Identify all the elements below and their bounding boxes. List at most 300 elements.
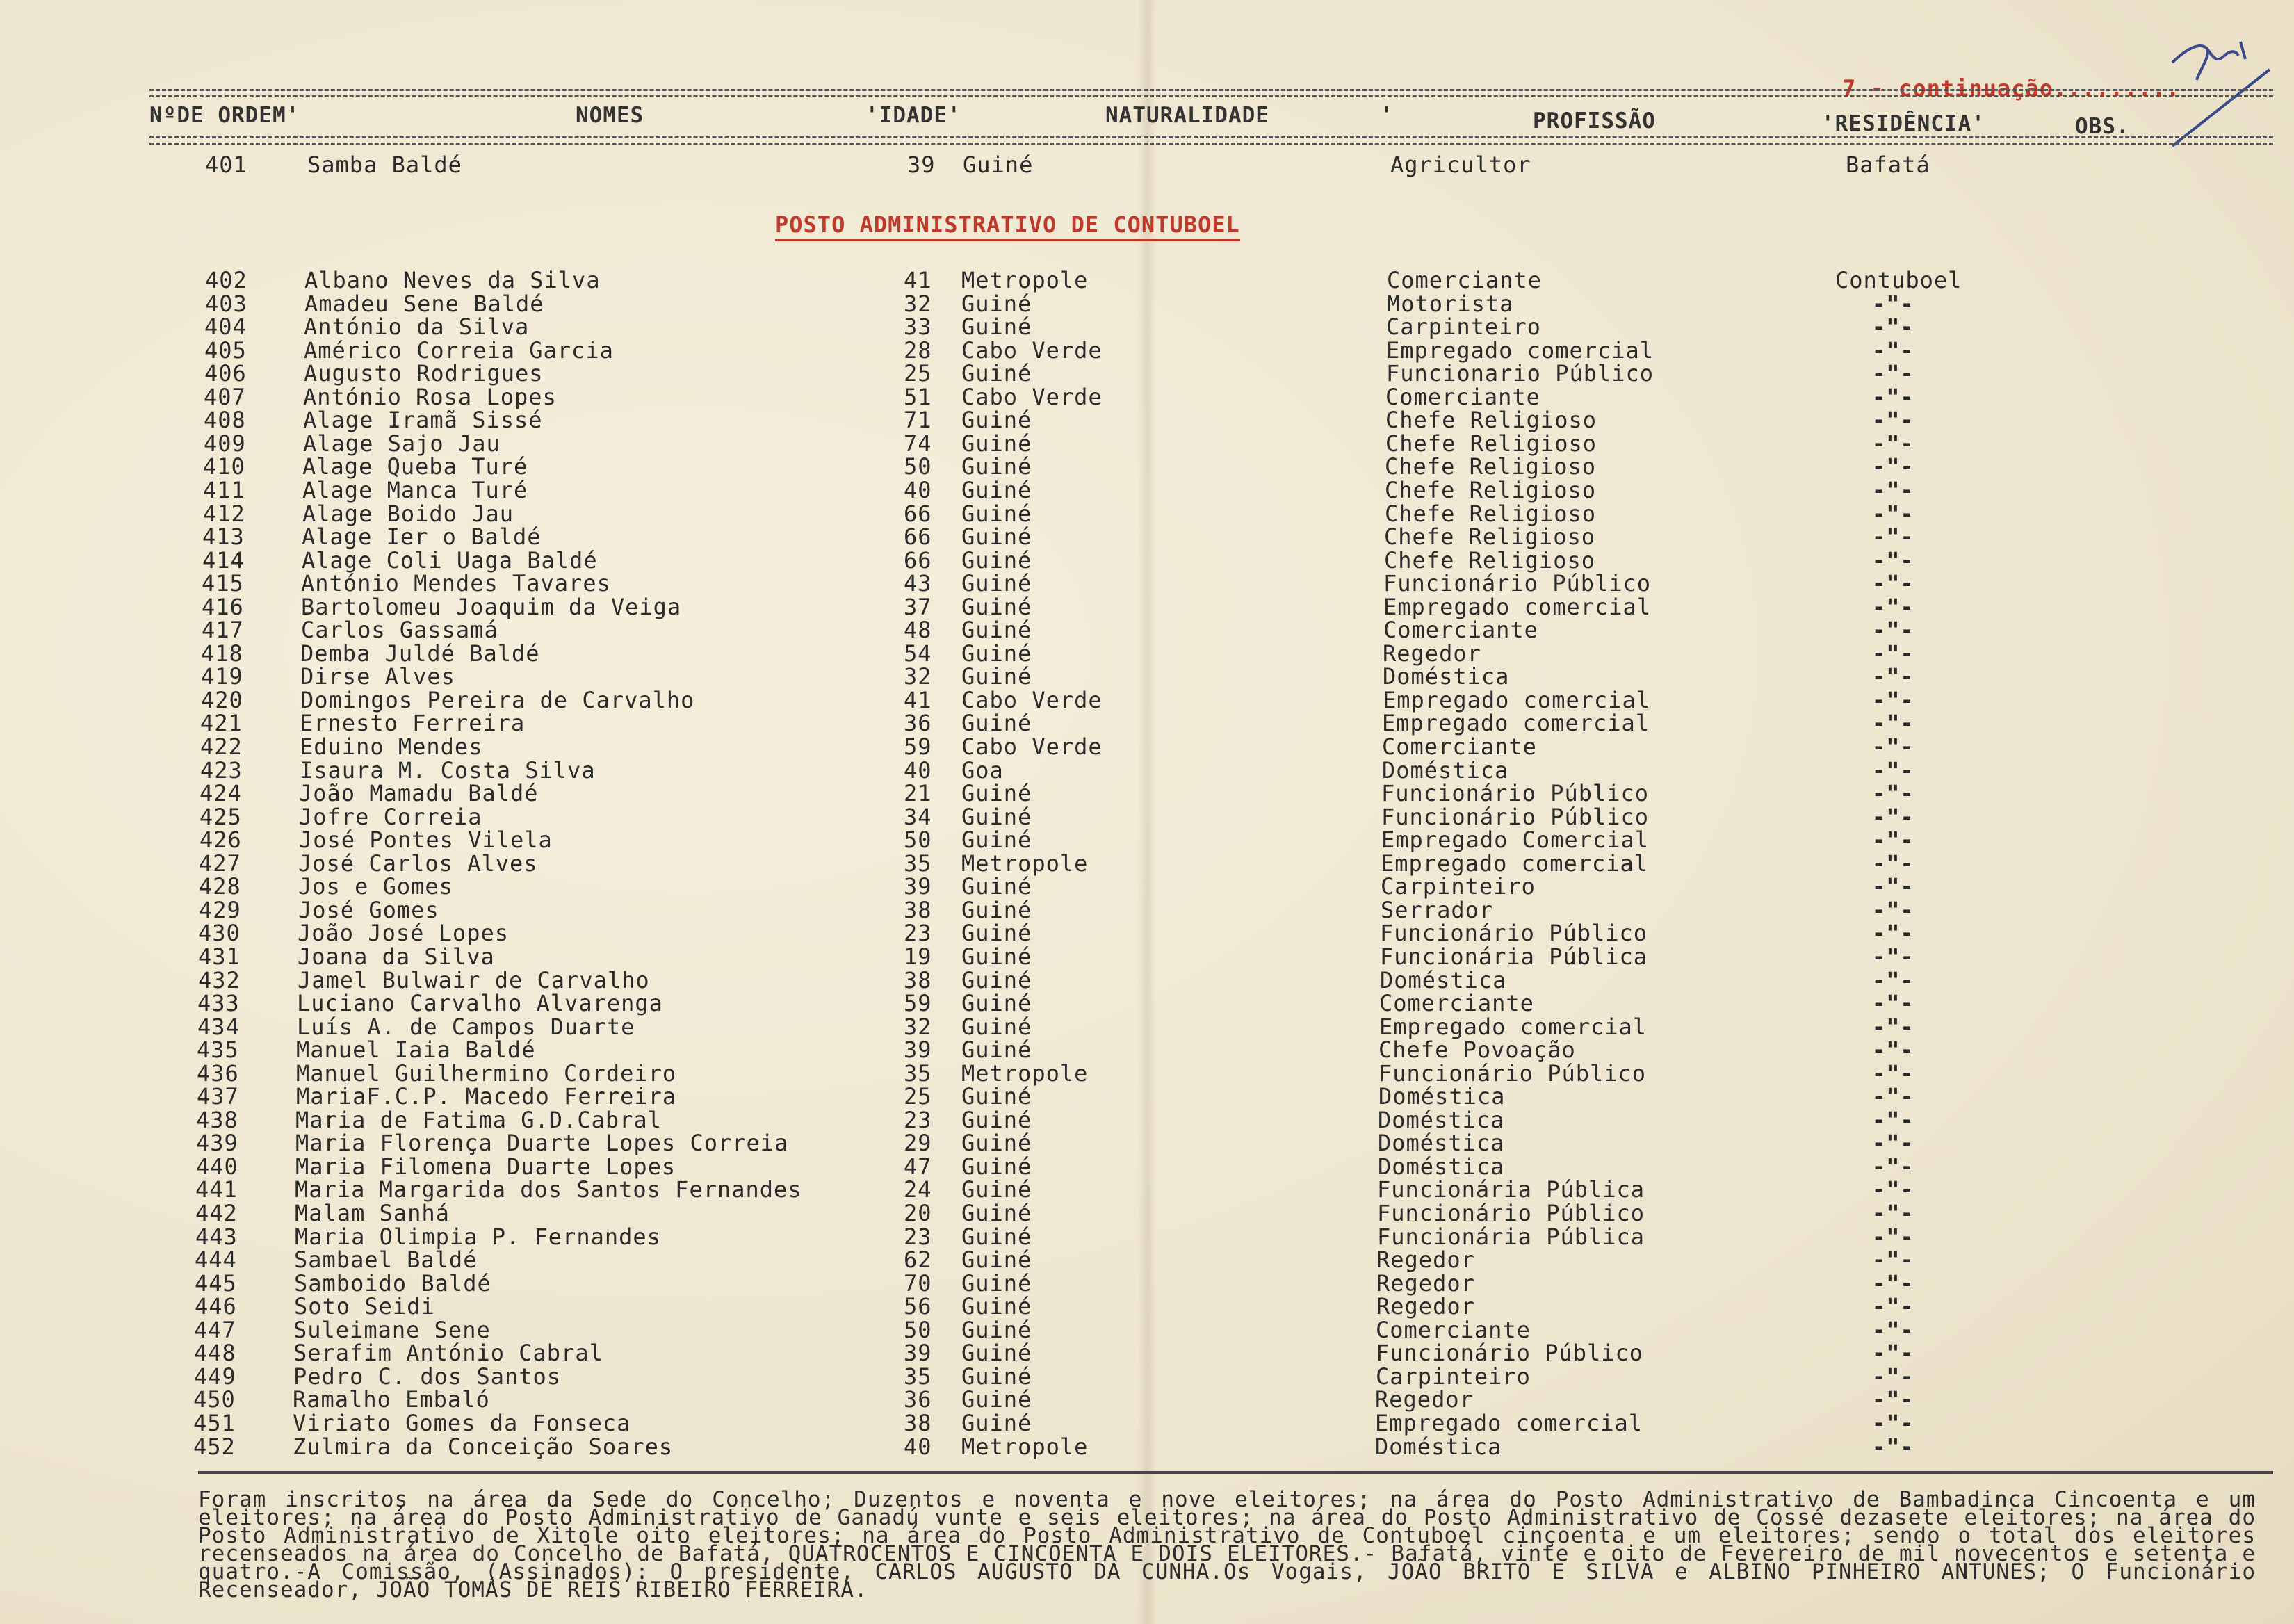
- elector-profession: Chefe Religioso: [1385, 500, 1596, 527]
- elector-age: 28: [904, 336, 932, 364]
- elector-residence: -"-: [1872, 570, 1914, 597]
- elector-name: Luís A. de Campos Duarte: [297, 1013, 635, 1040]
- elector-naturality: Guiné: [961, 1200, 1032, 1226]
- elector-residence: -"-: [1872, 663, 1914, 690]
- elector-naturality: Cabo Verde: [961, 336, 1103, 364]
- table-end-rule: [198, 1471, 2273, 1474]
- elector-naturality: Guiné: [961, 990, 1032, 1017]
- order-number: 416: [202, 593, 244, 620]
- table-row: [0, 1223, 2294, 1250]
- elector-residence: -"-: [1872, 1106, 1914, 1133]
- elector-profession: Agricultor: [1390, 152, 1531, 178]
- elector-age: 39: [907, 152, 936, 178]
- table-row: [0, 1293, 2294, 1320]
- elector-profession: Comerciante: [1385, 383, 1540, 410]
- elector-residence: -"-: [1872, 1223, 1914, 1250]
- elector-age: 32: [904, 290, 932, 317]
- elector-age: 70: [904, 1269, 932, 1297]
- order-number: 425: [200, 803, 242, 830]
- continuation-label: 7 - continuação.........: [1842, 75, 2181, 102]
- table-row: [0, 757, 2294, 781]
- elector-profession: Funcionário Público: [1380, 920, 1648, 947]
- elector-profession: Chefe Religioso: [1385, 453, 1596, 480]
- elector-residence: -"-: [1872, 617, 1914, 644]
- elector-age: 36: [904, 1386, 932, 1413]
- elector-profession: Regedor: [1375, 1386, 1474, 1413]
- elector-age: 41: [904, 267, 932, 293]
- elector-age: 21: [904, 780, 932, 807]
- elector-age: 35: [904, 850, 932, 877]
- order-number: 437: [197, 1083, 239, 1110]
- elector-age: 51: [904, 383, 932, 410]
- order-number: 418: [201, 640, 243, 667]
- elector-age: 20: [904, 1200, 932, 1226]
- elector-name: Demba Juldé Baldé: [300, 640, 540, 667]
- elector-name: Maria Florença Duarte Lopes Correia: [295, 1130, 789, 1157]
- order-number: 409: [204, 430, 246, 457]
- elector-age: 43: [904, 570, 932, 597]
- elector-name: Malam Sanhá: [295, 1200, 450, 1226]
- col-header-profession: PROFISSÃO: [1533, 108, 1656, 133]
- elector-age: 56: [904, 1293, 932, 1320]
- elector-age: 19: [904, 943, 932, 970]
- elector-profession: Carpinteiro: [1386, 314, 1541, 341]
- elector-age: 39: [904, 873, 932, 900]
- elector-name: Dirse Alves: [300, 663, 455, 690]
- elector-name: António Rosa Lopes: [303, 383, 557, 410]
- elector-naturality: Guiné: [961, 896, 1032, 923]
- elector-name: Pedro C. dos Santos: [293, 1363, 562, 1390]
- order-number: 446: [195, 1293, 237, 1320]
- table-row: [0, 267, 2294, 291]
- elector-age: 66: [904, 523, 932, 551]
- elector-naturality: Guiné: [961, 1013, 1032, 1040]
- table-row: [0, 896, 2294, 923]
- table-row: [0, 360, 2294, 387]
- elector-residence: -"-: [1872, 430, 1914, 457]
- section-title: POSTO ADMINISTRATIVO DE CONTUBOEL: [775, 211, 1240, 241]
- elector-profession: Chefe Religioso: [1384, 546, 1595, 574]
- table-row: [0, 1386, 2294, 1413]
- table-row: [0, 943, 2294, 970]
- table-row: [0, 290, 2294, 317]
- elector-profession: Motorista: [1387, 290, 1514, 317]
- elector-profession: Chefe Religioso: [1385, 407, 1597, 434]
- elector-naturality: Guiné: [961, 314, 1032, 341]
- elector-profession: Chefe Povoação: [1378, 1037, 1576, 1064]
- order-number: 439: [196, 1130, 238, 1157]
- order-number: 417: [202, 617, 244, 644]
- elector-residence: -"-: [1872, 1247, 1914, 1274]
- elector-age: 38: [904, 966, 932, 993]
- elector-name: Alage Iramã Sissé: [303, 407, 543, 434]
- order-number: 429: [199, 896, 241, 923]
- elector-profession: Funcionário Público: [1377, 1200, 1645, 1226]
- elector-naturality: Guiné: [961, 500, 1032, 527]
- table-row: [0, 1106, 2294, 1133]
- elector-residence: -"-: [1872, 360, 1914, 387]
- table-row: [0, 967, 2294, 991]
- elector-profession: Funcionario Público: [1386, 360, 1654, 387]
- elector-residence: -"-: [1872, 407, 1914, 434]
- elector-age: 71: [904, 407, 932, 434]
- elector-age: 54: [904, 640, 932, 667]
- elector-name: Manuel Guilhermino Cordeiro: [296, 1059, 677, 1087]
- elector-profession: Empregado Comercial: [1381, 827, 1650, 854]
- elector-age: 29: [904, 1130, 932, 1157]
- elector-residence: -"-: [1872, 1433, 1914, 1460]
- elector-naturality: Guiné: [961, 1409, 1032, 1436]
- elector-profession: Empregado comercial: [1379, 1013, 1648, 1040]
- order-number: 401: [205, 152, 247, 178]
- order-number: 405: [204, 336, 247, 364]
- elector-age: 74: [904, 430, 932, 457]
- elector-age: 35: [904, 1363, 932, 1390]
- table-row: [0, 1083, 2294, 1110]
- order-number: 427: [199, 850, 241, 877]
- elector-residence: -"-: [1872, 1293, 1914, 1320]
- order-number: 448: [194, 1340, 236, 1367]
- elector-name: Amadeu Sene Baldé: [304, 290, 544, 317]
- elector-name: José Gomes: [298, 896, 439, 923]
- elector-residence: -"-: [1872, 780, 1914, 807]
- elector-residence: -"-: [1872, 1363, 1914, 1390]
- elector-profession: Serrador: [1381, 896, 1494, 923]
- order-number: 430: [198, 920, 241, 947]
- elector-age: 25: [904, 1083, 932, 1110]
- order-number: 419: [201, 663, 243, 690]
- order-number: 411: [203, 476, 245, 503]
- table-row: [0, 640, 2294, 667]
- elector-residence: Bafatá: [1846, 152, 1930, 178]
- elector-residence: -"-: [1872, 1200, 1914, 1226]
- elector-profession: Empregado comercial: [1381, 850, 1649, 877]
- table-row: [0, 686, 2294, 713]
- elector-naturality: Guiné: [961, 780, 1032, 807]
- order-number: 410: [203, 453, 245, 480]
- table-row: [0, 1247, 2294, 1274]
- elector-age: 39: [904, 1037, 932, 1064]
- table-row: [0, 1316, 2294, 1343]
- elector-name: António da Silva: [304, 314, 530, 341]
- elector-naturality: Guiné: [961, 966, 1032, 993]
- elector-name: Jofre Correia: [299, 803, 482, 830]
- elector-profession: Empregado comercial: [1383, 686, 1651, 713]
- header-bottom-rule: [149, 136, 2273, 145]
- table-row: [0, 990, 2294, 1017]
- elector-name: Américo Correia Garcia: [304, 336, 614, 364]
- elector-naturality: Guiné: [963, 152, 1034, 178]
- elector-name: Jos e Gomes: [298, 873, 453, 900]
- elector-age: 66: [904, 546, 932, 574]
- col-header-order: NºDE ORDEM': [149, 103, 300, 128]
- elector-residence: -"-: [1872, 896, 1914, 923]
- elector-residence: -"-: [1872, 966, 1914, 993]
- elector-profession: Doméstica: [1375, 1433, 1502, 1460]
- table-row: [0, 593, 2294, 620]
- elector-naturality: Guiné: [961, 1247, 1032, 1274]
- elector-profession: Comerciante: [1376, 1316, 1531, 1343]
- elector-profession: Doméstica: [1378, 1153, 1505, 1180]
- table-row: [0, 780, 2294, 807]
- elector-residence: -"-: [1872, 710, 1914, 737]
- elector-naturality: Guiné: [961, 430, 1032, 457]
- elector-name: Serafim António Cabral: [293, 1340, 603, 1367]
- order-number: 436: [197, 1059, 239, 1087]
- elector-naturality: Goa: [961, 756, 1004, 783]
- order-number: 451: [193, 1409, 236, 1436]
- elector-name: Maria de Fatima G.D.Cabral: [295, 1106, 662, 1133]
- elector-name: Albano Neves da Silva: [304, 267, 601, 293]
- elector-residence: -"-: [1872, 640, 1914, 667]
- elector-profession: Empregado comercial: [1383, 593, 1652, 620]
- elector-residence: -"-: [1872, 546, 1914, 574]
- elector-name: José Pontes Vilela: [299, 827, 553, 854]
- order-number: 403: [205, 290, 247, 317]
- order-number: 441: [195, 1176, 238, 1203]
- elector-name: Samba Baldé: [307, 152, 462, 178]
- table-row: [0, 453, 2294, 480]
- elector-residence: -"-: [1872, 500, 1914, 527]
- elector-naturality: Guiné: [961, 1153, 1032, 1180]
- elector-profession: Funcionário Público: [1381, 780, 1650, 807]
- elector-naturality: Guiné: [961, 546, 1032, 574]
- elector-age: 66: [904, 500, 932, 527]
- elector-profession: Chefe Religioso: [1385, 476, 1596, 503]
- order-number: 452: [193, 1433, 236, 1460]
- elector-naturality: Guiné: [961, 476, 1032, 503]
- elector-naturality: Guiné: [961, 827, 1032, 854]
- elector-name: Alage Ier o Baldé: [302, 523, 542, 551]
- elector-profession: Empregado comercial: [1382, 710, 1650, 737]
- order-number: 404: [204, 314, 247, 341]
- elector-naturality: Metropole: [961, 267, 1089, 293]
- elector-residence: -"-: [1872, 453, 1914, 480]
- elector-residence: -"-: [1872, 1316, 1914, 1343]
- table-row: [0, 617, 2294, 644]
- elector-residence: -"-: [1872, 827, 1914, 854]
- table-row: [0, 152, 2294, 178]
- order-number: 435: [197, 1037, 239, 1064]
- order-number: 423: [200, 756, 243, 783]
- elector-name: Samboido Baldé: [294, 1269, 491, 1297]
- table-row: [0, 430, 2294, 457]
- elector-name: Alage Manca Turé: [302, 476, 528, 503]
- order-number: 422: [200, 733, 243, 760]
- order-number: 426: [200, 827, 242, 854]
- elector-profession: Empregado comercial: [1386, 336, 1654, 364]
- elector-naturality: Guiné: [961, 663, 1032, 690]
- table-row: [0, 1153, 2294, 1180]
- order-number: 442: [195, 1200, 238, 1226]
- elector-naturality: Cabo Verde: [961, 686, 1103, 713]
- elector-naturality: Guiné: [961, 570, 1032, 597]
- order-number: 431: [198, 943, 241, 970]
- table-row: [0, 1200, 2294, 1224]
- elector-residence: -"-: [1872, 1269, 1914, 1297]
- elector-age: 32: [904, 1013, 932, 1040]
- elector-residence: -"-: [1872, 1059, 1914, 1087]
- elector-age: 34: [904, 803, 932, 830]
- order-number: 421: [200, 710, 243, 737]
- elector-age: 59: [904, 990, 932, 1017]
- elector-naturality: Guiné: [961, 617, 1032, 644]
- elector-residence: -"-: [1872, 314, 1914, 341]
- order-number: 413: [202, 523, 245, 551]
- elector-name: Viriato Gomes da Fonseca: [293, 1409, 631, 1436]
- elector-age: 50: [904, 827, 932, 854]
- elector-name: Maria Margarida dos Santos Fernandes: [295, 1176, 802, 1203]
- elector-name: Alage Boido Jau: [302, 500, 514, 527]
- elector-age: 48: [904, 617, 932, 644]
- elector-naturality: Guiné: [961, 1176, 1032, 1203]
- elector-profession: Carpinteiro: [1381, 873, 1536, 900]
- table-row: [0, 920, 2294, 947]
- table-row: [0, 1269, 2294, 1297]
- elector-profession: Funcionária Pública: [1380, 943, 1648, 970]
- elector-age: 50: [904, 1316, 932, 1343]
- table-row: [0, 407, 2294, 434]
- table-row: [0, 336, 2294, 364]
- elector-residence: -"-: [1872, 873, 1914, 900]
- elector-name: Maria Filomena Duarte Lopes: [295, 1153, 676, 1180]
- table-row: [0, 477, 2294, 501]
- elector-naturality: Guiné: [961, 1386, 1032, 1413]
- elector-naturality: Guiné: [961, 1106, 1032, 1133]
- elector-naturality: Guiné: [961, 360, 1032, 387]
- order-number: 408: [204, 407, 246, 434]
- order-number: 438: [196, 1106, 238, 1133]
- elector-name: Domingos Pereira de Carvalho: [300, 686, 695, 713]
- table-row: [0, 663, 2294, 690]
- elector-name: Alage Queba Turé: [302, 453, 528, 480]
- elector-naturality: Guiné: [961, 1363, 1032, 1390]
- order-number: 447: [194, 1316, 236, 1343]
- elector-profession: Doméstica: [1378, 1083, 1506, 1110]
- order-number: 407: [204, 383, 246, 410]
- elector-profession: Regedor: [1376, 1269, 1475, 1297]
- elector-naturality: Guiné: [961, 523, 1032, 551]
- col-header-age: 'IDADE': [865, 103, 961, 128]
- elector-naturality: Metropole: [961, 850, 1089, 877]
- elector-profession: Chefe Religioso: [1385, 430, 1597, 457]
- elector-naturality: Guiné: [961, 453, 1032, 480]
- elector-name: Jamel Bulwair de Carvalho: [298, 966, 650, 993]
- elector-name: António Mendes Tavares: [301, 570, 611, 597]
- elector-profession: Funcionário Público: [1381, 803, 1650, 830]
- elector-age: 50: [904, 453, 932, 480]
- closing-statement: Foram inscritos na área da Sede do Concelho; Duzentos e noventa e nove eleitores; na área do Posto Administrativo de Bambadinca Cincoenta e um eleitores; na área do Posto Administrativo de Ganadú vunte e seis eleitores; na área do Posto Administrativo de Cossé dezasete eleitores; na área do Posto Administrativo de Xitole oito eleitores; na área do Posto Administrativo de Contuboel cinçoenta e um eleitores; sendo o total dos eleitores recenseados na área do Concelho de Bafatá, QUATROCENTOS E CINCOENTA E DOIS ELEITORES.- Bafatá, vinte e oito de Fevereiro de mil novecentos e setenta e quatro.-A Comissão, (Assinados): O presidente, CARLOS AUGUSTO DA CUNHA.Os Vogais, JOÃO BRITO E SILVA e ALBINO PINHEIRO ANTUNES; O Funcionário Recenseador, JOÃO TOMÁS DE REIS RIBEIRO FERREIRA.: [198, 1487, 2256, 1602]
- table-row: [0, 500, 2294, 527]
- order-number: 420: [201, 686, 243, 713]
- elector-naturality: Cabo Verde: [961, 733, 1103, 760]
- elector-name: Joana da Silva: [298, 943, 495, 970]
- elector-age: 62: [904, 1247, 932, 1274]
- elector-age: 59: [904, 733, 932, 760]
- elector-age: 23: [904, 1106, 932, 1133]
- elector-name: Isaura M. Costa Silva: [300, 756, 596, 783]
- table-row: [0, 1433, 2294, 1460]
- elector-residence: -"-: [1872, 1013, 1914, 1040]
- table-row: [0, 803, 2294, 830]
- elector-profession: Regedor: [1376, 1293, 1475, 1320]
- elector-residence: -"-: [1872, 733, 1914, 760]
- elector-age: 38: [904, 1409, 932, 1436]
- elector-naturality: Guiné: [961, 873, 1032, 900]
- table-row: [0, 1130, 2294, 1157]
- elector-profession: Comerciante: [1383, 617, 1538, 644]
- elector-age: 36: [904, 710, 932, 737]
- elector-residence: Contuboel: [1835, 267, 1962, 293]
- elector-profession: Funcionário Público: [1378, 1059, 1647, 1087]
- elector-profession: Comerciante: [1382, 733, 1537, 760]
- elector-name: Maria Olimpia P. Fernandes: [295, 1223, 661, 1250]
- table-row: [0, 383, 2294, 410]
- elector-naturality: Metropole: [961, 1433, 1089, 1460]
- elector-residence: -"-: [1872, 920, 1914, 947]
- table-row: [0, 523, 2294, 551]
- table-row: [0, 1013, 2294, 1040]
- elector-name: Alage Sajo Jau: [303, 430, 501, 457]
- col-header-naturality: NATURALIDADE: [1105, 103, 1269, 128]
- elector-naturality: Metropole: [961, 1059, 1089, 1087]
- table-row: [0, 873, 2294, 900]
- elector-residence: -"-: [1872, 1176, 1914, 1203]
- elector-age: 24: [904, 1176, 932, 1203]
- elector-profession: Doméstica: [1380, 966, 1507, 993]
- elector-residence: -"-: [1872, 850, 1914, 877]
- elector-naturality: Guiné: [961, 1223, 1032, 1250]
- order-number: 412: [203, 500, 245, 527]
- elector-name: Bartolomeu Joaquim da Veiga: [301, 593, 682, 620]
- order-number: 415: [202, 570, 244, 597]
- elector-name: Sambael Baldé: [294, 1247, 478, 1274]
- elector-naturality: Guiné: [961, 1340, 1032, 1367]
- elector-name: Augusto Rodrigues: [304, 360, 544, 387]
- table-row: [0, 570, 2294, 597]
- elector-naturality: Guiné: [961, 710, 1032, 737]
- elector-age: 32: [904, 663, 932, 690]
- col-header-residence: 'RESIDÊNCIA': [1821, 111, 1985, 136]
- elector-residence: -"-: [1872, 476, 1914, 503]
- order-number: 449: [194, 1363, 236, 1390]
- header-top-rule: [149, 89, 2273, 97]
- elector-name: Eduino Mendes: [300, 733, 483, 760]
- elector-profession: Regedor: [1383, 640, 1481, 667]
- elector-profession: Funcionário Público: [1376, 1340, 1644, 1367]
- elector-age: 47: [904, 1153, 932, 1180]
- elector-age: 23: [904, 1223, 932, 1250]
- elector-residence: -"-: [1872, 523, 1914, 551]
- elector-profession: Doméstica: [1382, 756, 1509, 783]
- elector-name: Ernesto Ferreira: [300, 710, 526, 737]
- order-number: 402: [205, 267, 247, 293]
- order-number: 445: [195, 1269, 237, 1297]
- elector-profession: Comerciante: [1379, 990, 1534, 1017]
- elector-age: 41: [904, 686, 932, 713]
- elector-name: Manuel Iaia Baldé: [296, 1037, 536, 1064]
- elector-naturality: Guiné: [961, 407, 1032, 434]
- elector-name: Alage Coli Uaga Baldé: [302, 546, 598, 574]
- table-row: [0, 850, 2294, 877]
- table-row: [0, 1176, 2294, 1203]
- elector-naturality: Guiné: [961, 1269, 1032, 1297]
- elector-residence: -"-: [1872, 1130, 1914, 1157]
- elector-profession: Empregado comercial: [1375, 1409, 1643, 1436]
- order-number: 428: [199, 873, 241, 900]
- order-number: 434: [197, 1013, 240, 1040]
- elector-name: José Carlos Alves: [298, 850, 538, 877]
